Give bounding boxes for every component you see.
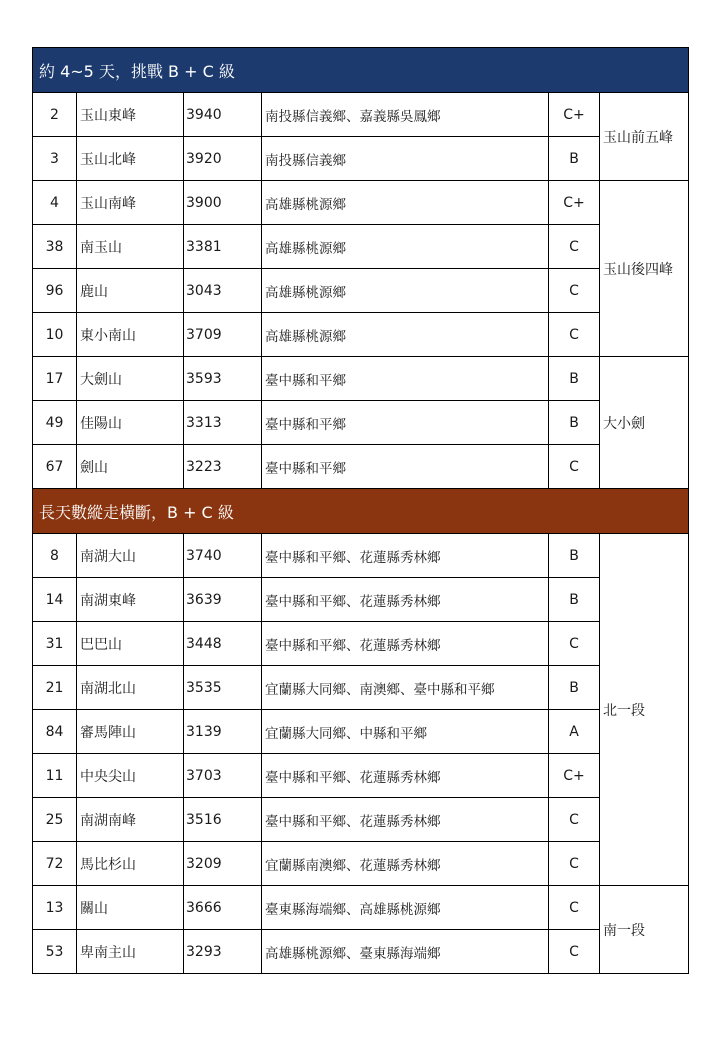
grade-cell: C (549, 445, 600, 489)
section-header-row (33, 48, 689, 93)
grade-cell: C (549, 622, 600, 666)
peak-name-cell: 南湖北山 (77, 666, 184, 710)
grade-cell: B (549, 534, 600, 578)
rank-cell: 96 (33, 269, 77, 313)
peak-name-cell: 玉山東峰 (77, 93, 184, 137)
table-row (33, 578, 689, 622)
peak-name-cell: 中央尖山 (77, 754, 184, 798)
elevation-cell: 3223 (184, 445, 262, 489)
grade-cell: B (549, 137, 600, 181)
peak-name-cell: 南玉山 (77, 225, 184, 269)
table-row (33, 225, 689, 269)
table-row (33, 313, 689, 357)
peak-name-cell: 玉山北峰 (77, 137, 184, 181)
elevation-cell: 3666 (184, 886, 262, 930)
peak-name-cell: 馬比杉山 (77, 842, 184, 886)
rank-cell: 31 (33, 622, 77, 666)
table-row (33, 401, 689, 445)
table-row (33, 269, 689, 313)
elevation-cell: 3920 (184, 137, 262, 181)
peak-name-cell: 玉山南峰 (77, 181, 184, 225)
peak-name-cell: 關山 (77, 886, 184, 930)
elevation-cell: 3448 (184, 622, 262, 666)
section-title: 約 4~5 天，挑戰 B + C 級 (33, 48, 689, 93)
grade-cell: C (549, 269, 600, 313)
table-row (33, 93, 689, 137)
elevation-cell: 3043 (184, 269, 262, 313)
location-cell: 宜蘭縣南澳鄉、花蓮縣秀林鄉 (262, 842, 549, 886)
grade-cell: B (549, 401, 600, 445)
location-cell: 臺中縣和平鄉、花蓮縣秀林鄉 (262, 754, 549, 798)
route-group-cell: 玉山後四峰 (600, 181, 689, 357)
location-cell: 臺中縣和平鄉、花蓮縣秀林鄉 (262, 578, 549, 622)
rank-cell: 84 (33, 710, 77, 754)
table-row (33, 534, 689, 578)
rank-cell: 17 (33, 357, 77, 401)
elevation-cell: 3740 (184, 534, 262, 578)
rank-cell: 8 (33, 534, 77, 578)
location-cell: 臺東縣海端鄉、高雄縣桃源鄉 (262, 886, 549, 930)
table-row (33, 754, 689, 798)
location-cell: 宜蘭縣大同鄉、中縣和平鄉 (262, 710, 549, 754)
grade-cell: B (549, 578, 600, 622)
grade-cell: C (549, 225, 600, 269)
elevation-cell: 3900 (184, 181, 262, 225)
rank-cell: 53 (33, 930, 77, 974)
peak-name-cell: 劍山 (77, 445, 184, 489)
route-group-cell: 大小劍 (600, 357, 689, 489)
grade-cell: C (549, 842, 600, 886)
route-group-cell: 南一段 (600, 886, 689, 974)
table-row (33, 622, 689, 666)
table-row (33, 930, 689, 974)
section-title: 長天數縱走橫斷，B + C 級 (33, 489, 689, 534)
location-cell: 臺中縣和平鄉、花蓮縣秀林鄉 (262, 798, 549, 842)
elevation-cell: 3703 (184, 754, 262, 798)
table-row (33, 886, 689, 930)
elevation-cell: 3709 (184, 313, 262, 357)
rank-cell: 38 (33, 225, 77, 269)
grade-cell: C (549, 886, 600, 930)
rank-cell: 3 (33, 137, 77, 181)
location-cell: 高雄縣桃源鄉 (262, 225, 549, 269)
location-cell: 南投縣信義鄉 (262, 137, 549, 181)
rank-cell: 11 (33, 754, 77, 798)
grade-cell: B (549, 357, 600, 401)
location-cell: 臺中縣和平鄉 (262, 357, 549, 401)
grade-cell: A (549, 710, 600, 754)
location-cell: 高雄縣桃源鄉 (262, 269, 549, 313)
table-row (33, 137, 689, 181)
table-row (33, 710, 689, 754)
location-cell: 南投縣信義鄉、嘉義縣吳鳳鄉 (262, 93, 549, 137)
grade-cell: C (549, 313, 600, 357)
rank-cell: 2 (33, 93, 77, 137)
rank-cell: 14 (33, 578, 77, 622)
rank-cell: 13 (33, 886, 77, 930)
elevation-cell: 3381 (184, 225, 262, 269)
grade-cell: C (549, 930, 600, 974)
section-header-row (33, 489, 689, 534)
peak-name-cell: 審馬陣山 (77, 710, 184, 754)
elevation-cell: 3313 (184, 401, 262, 445)
peak-name-cell: 佳陽山 (77, 401, 184, 445)
peak-name-cell: 大劍山 (77, 357, 184, 401)
location-cell: 宜蘭縣大同鄉、南澳鄉、臺中縣和平鄉 (262, 666, 549, 710)
location-cell: 臺中縣和平鄉 (262, 445, 549, 489)
location-cell: 高雄縣桃源鄉 (262, 313, 549, 357)
table-row (33, 842, 689, 886)
elevation-cell: 3639 (184, 578, 262, 622)
location-cell: 臺中縣和平鄉 (262, 401, 549, 445)
peak-name-cell: 東小南山 (77, 313, 184, 357)
rank-cell: 10 (33, 313, 77, 357)
peak-name-cell: 南湖南峰 (77, 798, 184, 842)
elevation-cell: 3293 (184, 930, 262, 974)
peak-name-cell: 鹿山 (77, 269, 184, 313)
location-cell: 高雄縣桃源鄉 (262, 181, 549, 225)
table-row (33, 445, 689, 489)
rank-cell: 49 (33, 401, 77, 445)
elevation-cell: 3940 (184, 93, 262, 137)
grade-cell: C+ (549, 93, 600, 137)
table-row (33, 666, 689, 710)
location-cell: 高雄縣桃源鄉、臺東縣海端鄉 (262, 930, 549, 974)
location-cell: 臺中縣和平鄉、花蓮縣秀林鄉 (262, 622, 549, 666)
elevation-cell: 3535 (184, 666, 262, 710)
peak-name-cell: 南湖大山 (77, 534, 184, 578)
rank-cell: 4 (33, 181, 77, 225)
mountain-peaks-table (32, 47, 689, 974)
peak-name-cell: 巴巴山 (77, 622, 184, 666)
elevation-cell: 3516 (184, 798, 262, 842)
elevation-cell: 3139 (184, 710, 262, 754)
table-row (33, 181, 689, 225)
grade-cell: C+ (549, 754, 600, 798)
rank-cell: 21 (33, 666, 77, 710)
location-cell: 臺中縣和平鄉、花蓮縣秀林鄉 (262, 534, 549, 578)
grade-cell: B (549, 666, 600, 710)
route-group-cell: 北一段 (600, 534, 689, 886)
table-row (33, 357, 689, 401)
rank-cell: 25 (33, 798, 77, 842)
rank-cell: 67 (33, 445, 77, 489)
grade-cell: C+ (549, 181, 600, 225)
grade-cell: C (549, 798, 600, 842)
elevation-cell: 3593 (184, 357, 262, 401)
peak-name-cell: 卑南主山 (77, 930, 184, 974)
peak-name-cell: 南湖東峰 (77, 578, 184, 622)
elevation-cell: 3209 (184, 842, 262, 886)
table-row (33, 798, 689, 842)
rank-cell: 72 (33, 842, 77, 886)
route-group-cell: 玉山前五峰 (600, 93, 689, 181)
